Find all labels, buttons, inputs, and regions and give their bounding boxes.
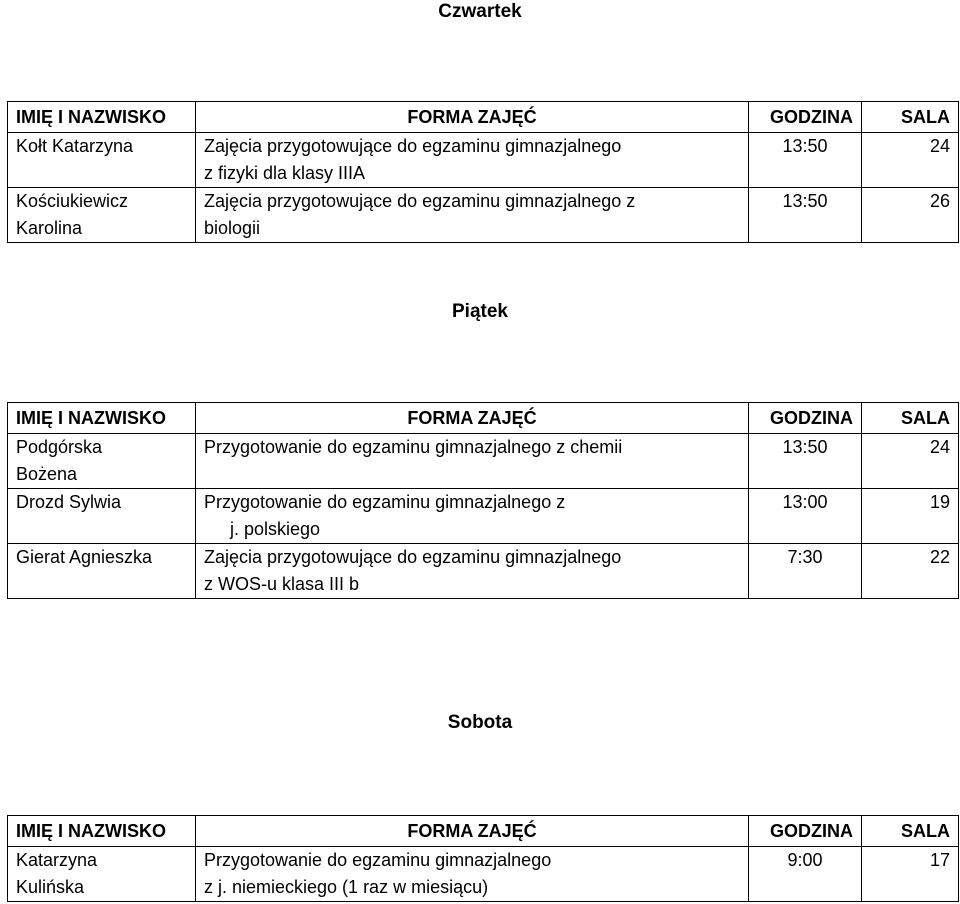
- schedule-table-piatek: [7, 402, 959, 599]
- table-row: [8, 188, 959, 243]
- header-name: IMIĘ I NAZWISKO: [8, 102, 196, 133]
- table-header-row: [8, 816, 959, 847]
- day-heading-piatek: Piątek: [452, 301, 508, 322]
- cell-room: 24: [862, 133, 959, 188]
- header-form: FORMA ZAJĘĆ: [196, 403, 749, 434]
- cell-form: [196, 544, 749, 599]
- form-line: Przygotowanie do egzaminu gimnazjalnego: [204, 850, 552, 870]
- cell-form: [196, 133, 749, 188]
- cell-name: [8, 489, 196, 544]
- cell-time: 13:50: [749, 434, 862, 489]
- header-name: IMIĘ I NAZWISKO: [8, 403, 196, 434]
- cell-room: 19: [862, 489, 959, 544]
- form-line: Zajęcia przygotowujące do egzaminu gimnazjalnego: [204, 547, 622, 567]
- cell-name: [8, 133, 196, 188]
- name-line: Kulińska: [16, 877, 85, 897]
- header-form: FORMA ZAJĘĆ: [196, 816, 749, 847]
- form-line: Przygotowanie do egzaminu gimnazjalnego z chemii: [204, 437, 623, 457]
- cell-time: 13:50: [749, 188, 862, 243]
- header-name: IMIĘ I NAZWISKO: [8, 816, 196, 847]
- cell-name: [8, 434, 196, 489]
- schedule-table-sobota: [7, 815, 959, 902]
- table-row: [8, 489, 959, 544]
- table-row: [8, 434, 959, 489]
- header-time: GODZINA: [749, 816, 862, 847]
- name-line: Karolina: [16, 218, 83, 238]
- name-line: Drozd Sylwia: [16, 492, 122, 512]
- name-line: Kościukiewicz: [16, 191, 129, 211]
- cell-room: 17: [862, 847, 959, 902]
- name-line: Podgórska: [16, 437, 103, 457]
- cell-name: [8, 544, 196, 599]
- cell-form: [196, 489, 749, 544]
- name-line: Bożena: [16, 464, 78, 484]
- cell-room: 26: [862, 188, 959, 243]
- form-line: Przygotowanie do egzaminu gimnazjalnego z: [204, 492, 566, 512]
- table-header-row: [8, 102, 959, 133]
- schedule-table-czwartek: [7, 101, 959, 243]
- header-room: SALA: [862, 102, 959, 133]
- cell-name: [8, 188, 196, 243]
- header-room: SALA: [862, 816, 959, 847]
- form-line: z fizyki dla klasy IIIA: [204, 163, 366, 183]
- header-time: GODZINA: [749, 403, 862, 434]
- name-line: Katarzyna: [16, 850, 98, 870]
- day-heading-sobota: Sobota: [447, 712, 513, 733]
- header-form: FORMA ZAJĘĆ: [196, 102, 749, 133]
- cell-form: [196, 188, 749, 243]
- form-line: j. polskiego: [230, 519, 321, 539]
- form-line: Zajęcia przygotowujące do egzaminu gimnazjalnego: [204, 136, 622, 156]
- table-row: [8, 847, 959, 902]
- form-line: biologii: [204, 218, 261, 238]
- cell-time: 13:00: [749, 489, 862, 544]
- cell-room: 22: [862, 544, 959, 599]
- cell-form: [196, 434, 749, 489]
- form-line: z WOS-u klasa III b: [204, 574, 360, 594]
- header-room: SALA: [862, 403, 959, 434]
- cell-time: 9:00: [749, 847, 862, 902]
- day-heading-czwartek: Czwartek: [438, 1, 522, 22]
- name-line: Gierat Agnieszka: [16, 547, 153, 567]
- header-time: GODZINA: [749, 102, 862, 133]
- form-line: Zajęcia przygotowujące do egzaminu gimnazjalnego z: [204, 191, 636, 211]
- form-line: z j. niemieckiego (1 raz w miesiącu): [204, 877, 489, 897]
- cell-time: 13:50: [749, 133, 862, 188]
- cell-time: 7:30: [749, 544, 862, 599]
- table-row: [8, 133, 959, 188]
- table-header-row: [8, 403, 959, 434]
- cell-room: 24: [862, 434, 959, 489]
- name-line: Kołt Katarzyna: [16, 136, 134, 156]
- cell-form: [196, 847, 749, 902]
- cell-name: [8, 847, 196, 902]
- table-row: [8, 544, 959, 599]
